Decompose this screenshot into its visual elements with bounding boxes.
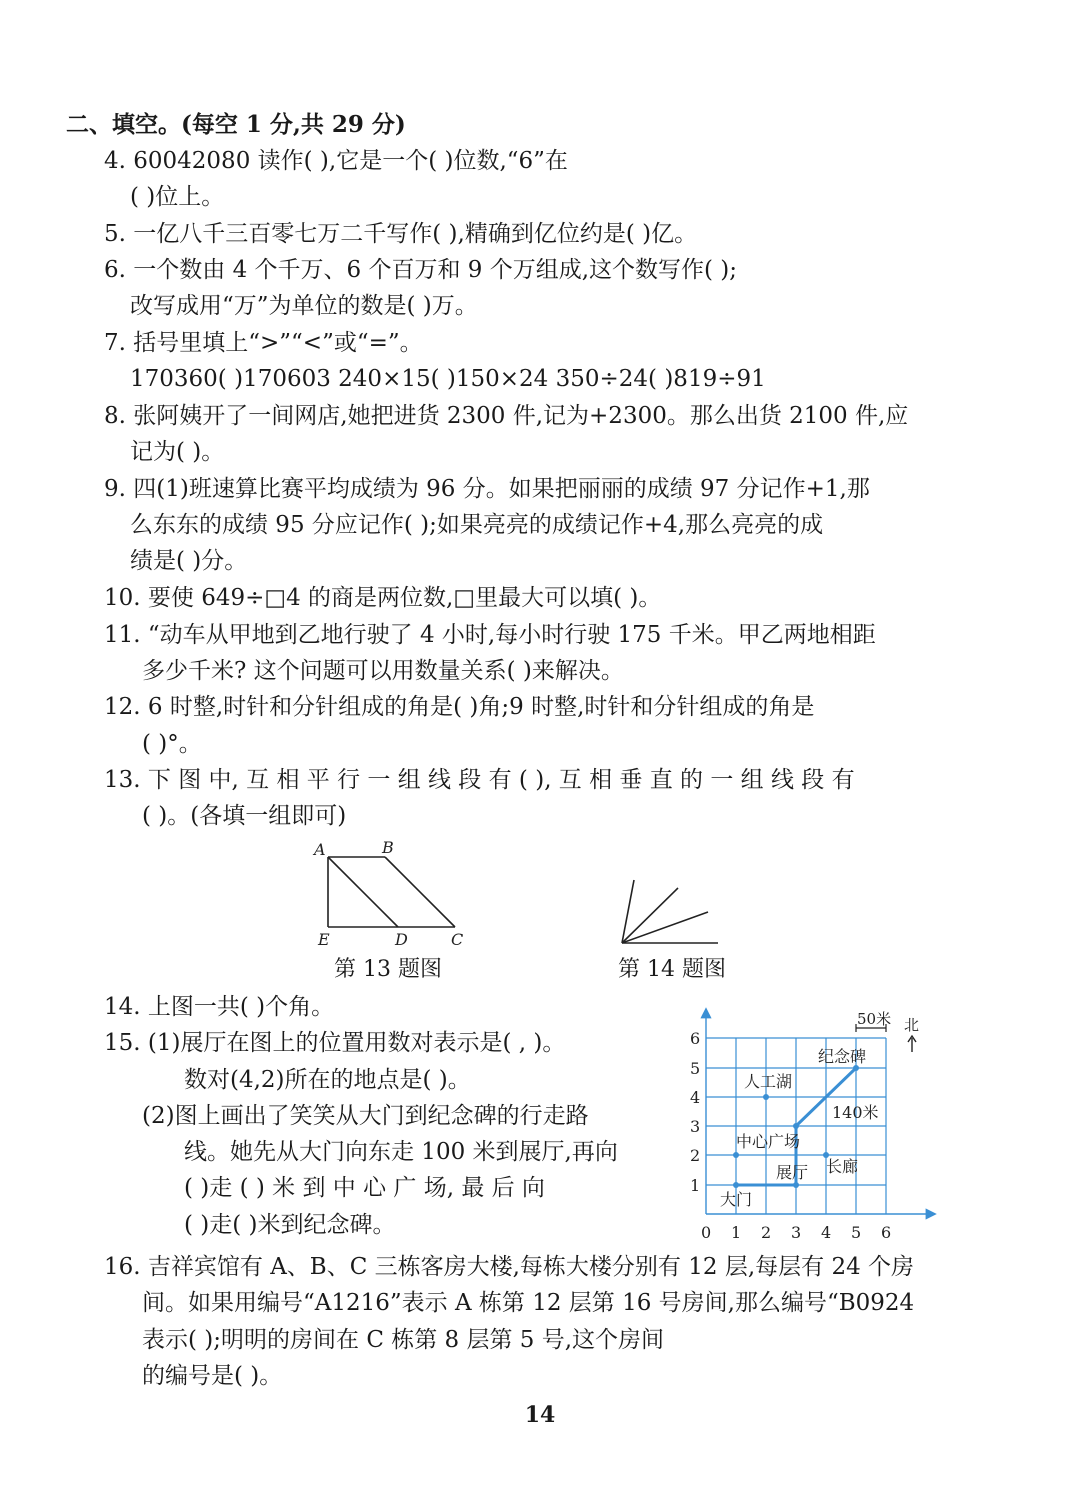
north-indicator <box>904 1016 919 1052</box>
label-gate: 大门 <box>720 1190 753 1209</box>
grid-point <box>733 1152 739 1158</box>
y-tick-2: 2 <box>690 1146 701 1165</box>
map-grid <box>684 1000 944 1245</box>
y-tick-1: 1 <box>690 1176 701 1195</box>
question-14: 14. 上图一共( )个角。 <box>104 994 335 1020</box>
question-6-line-2: 改写成用“万”为单位的数是( )万。 <box>130 293 478 319</box>
point-label-e: E <box>318 930 330 949</box>
question-10: 10. 要使 649÷□4 的商是两位数,□里最大可以填( )。 <box>104 585 662 611</box>
page-number: 14 <box>524 1402 556 1428</box>
question-6-line-1: 6. 一个数由 4 个千万、6 个百万和 9 个万组成,这个数写作( ); <box>104 257 738 283</box>
figure-14-caption: 第 14 题图 <box>618 957 726 982</box>
question-4-line-1: 4. 60042080 读作( ),它是一个( )位数,“6”在 <box>104 148 568 174</box>
hall-point <box>793 1182 799 1188</box>
segment-ad <box>328 857 398 927</box>
plaza-point <box>793 1123 799 1129</box>
section-title: 二、填空。(每空 1 分,共 29 分) <box>66 111 406 138</box>
y-tick-5: 5 <box>690 1059 701 1078</box>
question-9-line-1: 9. 四(1)班速算比赛平均成绩为 96 分。如果把丽丽的成绩 97 分记作+1,那 <box>104 476 870 502</box>
label-lake: 人工湖 <box>744 1072 793 1091</box>
question-7-line-1: 7. 括号里填上“>”“<”或“=”。 <box>104 330 423 356</box>
gate-point <box>733 1182 739 1188</box>
question-13-line-1: 13. 下 图 中, 互 相 平 行 一 组 线 段 有 ( ), 互 相 垂 直 的 一 组 线 段 有 <box>104 767 855 793</box>
north-label: 北 <box>904 1016 920 1034</box>
x-tick-3: 3 <box>791 1223 802 1242</box>
question-8-line-2: 记为( )。 <box>130 439 225 465</box>
label-corridor: 长廊 <box>826 1157 859 1176</box>
question-16-line-4: 的编号是( )。 <box>142 1363 283 1389</box>
question-15-line-4: 线。她先从大门向东走 100 米到展厅,再向 <box>184 1139 618 1165</box>
x-tick-4: 4 <box>821 1223 832 1242</box>
label-monument: 纪念碑 <box>818 1047 867 1066</box>
question-16-line-3: 表示( );明明的房间在 C 栋第 8 层第 5 号,这个房间 <box>142 1327 665 1353</box>
label-distance: 140米 <box>832 1103 879 1122</box>
label-plaza: 中心广场 <box>736 1132 801 1151</box>
question-5: 5. 一亿八千三百零七万二千写作( ),精确到亿位约是( )亿。 <box>104 221 698 247</box>
question-9-line-2: 么东东的成绩 95 分应记作( );如果亮亮的成绩记作+4,那么亮亮的成 <box>130 512 824 538</box>
scale-bar <box>856 1010 891 1032</box>
scale-label: 50米 <box>857 1010 892 1028</box>
point-label-b: B <box>382 838 394 857</box>
x-tick-0: 0 <box>701 1223 712 1242</box>
question-13-line-2: ( )。(各填一组即可) <box>142 803 347 829</box>
question-11-line-1: 11. “动车从甲地到乙地行驶了 4 小时,每小时行驶 175 千米。甲乙两地相距 <box>104 622 876 648</box>
lake-point <box>763 1094 769 1100</box>
question-15-line-5: ( )走 ( ) 米 到 中 心 广 场, 最 后 向 <box>184 1175 545 1201</box>
figure-13 <box>300 835 480 955</box>
label-hall: 展厅 <box>776 1163 809 1182</box>
x-tick-1: 1 <box>731 1223 742 1242</box>
point-label-a: A <box>314 840 326 859</box>
question-12-line-1: 12. 6 时整,时针和分针组成的角是( )角;9 时整,时针和分针组成的角是 <box>104 694 815 720</box>
figure-14 <box>610 870 730 955</box>
figure-13-caption: 第 13 题图 <box>334 957 442 982</box>
y-tick-3: 3 <box>690 1117 701 1136</box>
question-9-line-3: 绩是( )分。 <box>130 548 248 574</box>
ray-2 <box>622 912 708 943</box>
y-tick-6: 6 <box>690 1029 701 1048</box>
x-tick-5: 5 <box>851 1223 862 1242</box>
question-12-line-2: ( )°。 <box>142 731 202 757</box>
point-label-c: C <box>451 930 464 949</box>
question-11-line-2: 多少千米? 这个问题可以用数量关系( )来解决。 <box>142 658 624 684</box>
question-16-line-2: 间。如果用编号“A1216”表示 A 栋第 12 层第 16 号房间,那么编号“B0924 <box>142 1290 915 1316</box>
question-15-line-2: 数对(4,2)所在的地点是( )。 <box>184 1067 471 1093</box>
segment-bc <box>385 857 455 927</box>
point-label-d: D <box>395 930 408 949</box>
question-8-line-1: 8. 张阿姨开了一间网店,她把进货 2300 件,记为+2300。那么出货 2100 件,应 <box>104 403 909 429</box>
question-16-line-1: 16. 吉祥宾馆有 A、B、C 三栋客房大楼,每栋大楼分别有 12 层,每层有 24 个房 <box>104 1254 915 1280</box>
x-tick-2: 2 <box>761 1223 772 1242</box>
question-7-line-2: 170360( )170603 240×15( )150×24 350÷24( )819÷91 <box>130 366 766 392</box>
question-15-line-3: (2)图上画出了笑笑从大门到纪念碑的行走路 <box>142 1103 589 1129</box>
question-4-line-2: ( )位上。 <box>130 184 225 210</box>
x-tick-6: 6 <box>881 1223 892 1242</box>
question-15-line-1: 15. (1)展厅在图上的位置用数对表示是( , )。 <box>104 1030 566 1056</box>
question-15-line-6: ( )走( )米到纪念碑。 <box>184 1212 396 1238</box>
y-tick-4: 4 <box>690 1088 701 1107</box>
